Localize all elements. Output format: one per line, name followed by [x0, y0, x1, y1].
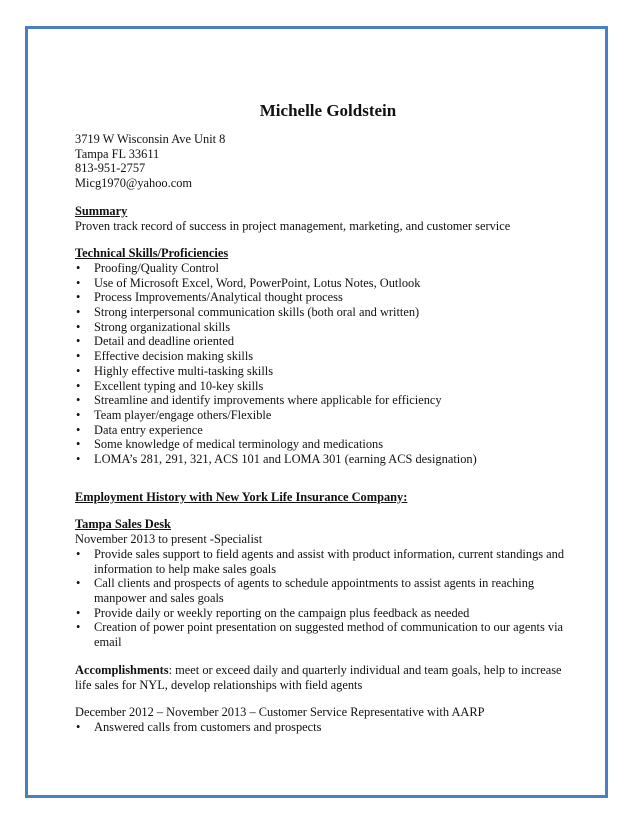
list-item: [75, 364, 575, 379]
contact-street: 3719 W Wisconsin Ave Unit 8: [75, 132, 226, 146]
job-dates: November 2013 to present -Specialist: [75, 532, 263, 547]
resume-page: [25, 26, 608, 798]
list-item: [75, 547, 575, 576]
list-item: [75, 276, 575, 291]
employment-heading: Employment History with New York Life Insurance Company:: [75, 489, 408, 504]
skill-text: Some knowledge of medical terminology and medications: [94, 437, 384, 452]
bullet-icon: •: [76, 378, 81, 393]
skill-text: Strong organizational skills: [94, 319, 231, 334]
bullet-icon: •: [76, 393, 81, 408]
list-item: [75, 576, 575, 605]
duty-text: Provide daily or weekly reporting on the campaign plus feedback as needed: [94, 605, 470, 620]
job-dates: December 2012 – November 2013 – Customer Service Representative with AARP: [75, 705, 485, 720]
list-item: [75, 320, 575, 335]
list-item: [75, 261, 575, 276]
job-duties-list: [75, 547, 575, 650]
accomplishments-paragraph: [75, 663, 575, 692]
list-item: [75, 620, 575, 649]
list-item: [75, 349, 575, 364]
resume-name: Michelle Goldstein: [259, 101, 397, 120]
job-title: Tampa Sales Desk: [75, 517, 171, 532]
skills-heading: Technical Skills/Proficiencies: [75, 246, 229, 261]
list-item: [75, 334, 575, 349]
summary-heading: Summary: [75, 203, 128, 218]
skill-text: Team player/engage others/Flexible: [94, 407, 272, 422]
list-item: [75, 437, 575, 452]
bullet-icon: •: [76, 407, 81, 422]
list-item: [75, 423, 575, 438]
skill-text: Effective decision making skills: [94, 349, 254, 364]
contact-phone: 813-951-2757: [75, 161, 146, 176]
bullet-icon: •: [76, 349, 81, 364]
bullet-icon: •: [76, 305, 81, 320]
bullet-icon: •: [76, 576, 81, 591]
bullet-icon: •: [76, 363, 81, 378]
summary-text: Proven track record of success in project management, marketing, and customer service: [75, 218, 511, 233]
accomplishments-label: Accomplishments: [75, 662, 169, 677]
skill-text: Strong interpersonal communication skills (both oral and written): [94, 305, 420, 320]
contact-city: Tampa FL 33611: [75, 146, 160, 161]
list-item: [75, 305, 575, 320]
duty-text: Call clients and prospects of agents to schedule appointments to assist agents in reaching manpower and sales goals: [94, 576, 535, 605]
contact-block: [75, 132, 575, 191]
skill-text: Data entry experience: [94, 422, 203, 437]
bullet-icon: •: [76, 319, 81, 334]
skill-text: Process Improvements/Analytical thought process: [94, 290, 343, 305]
bullet-icon: •: [76, 719, 81, 734]
bullet-icon: •: [76, 334, 81, 349]
skill-text: Highly effective multi-tasking skills: [94, 363, 274, 378]
summary-section: [75, 204, 575, 233]
list-item: [75, 408, 575, 423]
skill-text: Proofing/Quality Control: [94, 260, 219, 275]
list-item: [75, 379, 575, 394]
skill-text: Streamline and identify improvements where applicable for efficiency: [94, 393, 442, 408]
bullet-icon: •: [76, 620, 81, 635]
list-item: [75, 452, 575, 467]
bullet-icon: •: [76, 422, 81, 437]
bullet-icon: •: [76, 546, 81, 561]
bullet-icon: •: [76, 290, 81, 305]
duty-text: Creation of power point presentation on suggested method of communication to our agents via email: [94, 620, 564, 650]
list-item: [75, 606, 575, 621]
employment-section: [75, 490, 575, 735]
list-item: [75, 720, 575, 735]
bullet-icon: •: [76, 452, 81, 467]
contact-email: Micg1970@yahoo.com: [75, 176, 193, 191]
job-duties-list: [75, 720, 575, 735]
duty-text: Answered calls from customers and prospects: [94, 719, 322, 734]
accomplishments-text: : meet or exceed daily and quarterly individual and team goals, help to increase life sales for NYL, develop relationships with field agents: [75, 662, 562, 692]
list-item: [75, 393, 575, 408]
bullet-icon: •: [76, 275, 81, 290]
skills-list: [75, 261, 575, 467]
skill-text: Excellent typing and 10-key skills: [94, 378, 264, 393]
resume-content: [75, 101, 575, 735]
bullet-icon: •: [76, 605, 81, 620]
skill-text: LOMA’s 281, 291, 321, ACS 101 and LOMA 301 (earning ACS designation): [94, 452, 477, 467]
bullet-icon: •: [76, 437, 81, 452]
list-item: [75, 290, 575, 305]
skills-section: [75, 246, 575, 467]
bullet-icon: •: [76, 260, 81, 275]
skill-text: Use of Microsoft Excel, Word, PowerPoint, Lotus Notes, Outlook: [94, 275, 421, 290]
skill-text: Detail and deadline oriented: [94, 334, 235, 349]
duty-text: Provide sales support to field agents and assist with product information, current standings and information to help make sales goals: [94, 546, 565, 576]
